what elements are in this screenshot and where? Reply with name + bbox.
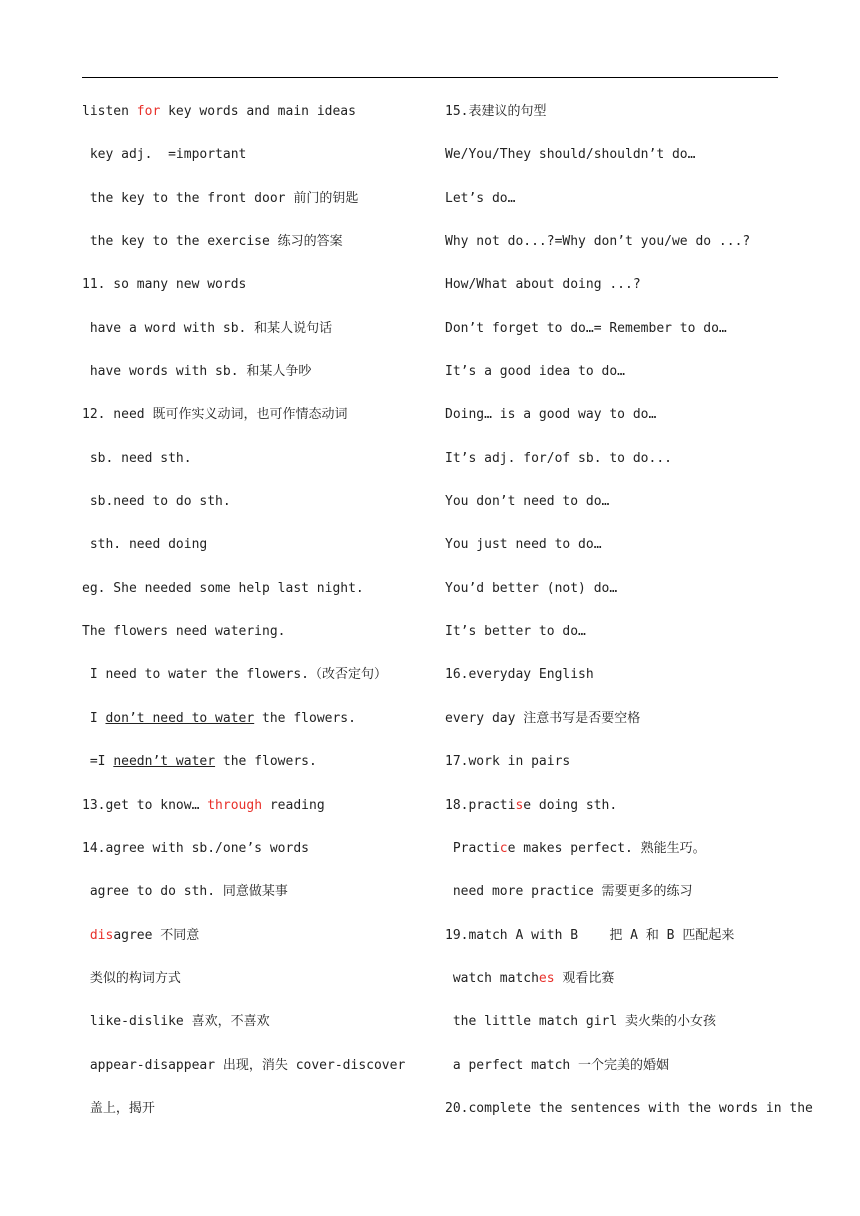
note-text: Doing… is a good way to do… <box>445 407 657 423</box>
note-text: 18.practi <box>445 797 516 813</box>
note-text: 盖上，揭开 <box>82 1100 155 1116</box>
note-line <box>445 439 780 482</box>
note-line <box>82 829 432 872</box>
note-line <box>82 699 432 742</box>
note-text: You just need to do… <box>445 537 602 553</box>
note-text: sb.need to do sth. <box>82 494 231 510</box>
note-text: 11. so many new words <box>82 277 247 293</box>
note-line <box>82 265 432 308</box>
note-line <box>445 222 780 265</box>
note-line <box>445 352 780 395</box>
note-text: sth. need doing <box>82 537 208 553</box>
note-line <box>445 525 780 568</box>
note-line <box>445 655 780 698</box>
note-line <box>82 959 432 1002</box>
note-line <box>82 439 432 482</box>
note-line <box>445 612 780 655</box>
note-text: Let’s do… <box>445 190 516 206</box>
note-text: It’s better to do… <box>445 624 586 640</box>
highlighted-text: dis <box>89 927 114 943</box>
note-line <box>445 959 780 1002</box>
note-line <box>445 916 780 959</box>
note-text: 观看比赛 <box>554 970 615 986</box>
highlighted-text: for <box>136 104 161 119</box>
note-line <box>82 179 432 222</box>
note-text: need more practice 需要更多的练习 <box>445 884 693 900</box>
note-text: It’s adj. for/of sb. to do... <box>445 450 672 466</box>
note-text: the flowers. <box>215 754 317 770</box>
note-text: every day 注意书写是否要空格 <box>445 710 641 726</box>
note-text: How/What about doing ...? <box>445 277 641 293</box>
note-line <box>82 222 432 265</box>
note-line <box>82 1046 432 1089</box>
note-text: like-dislike 喜欢，不喜欢 <box>82 1014 270 1030</box>
note-line <box>82 92 432 135</box>
note-text: I <box>82 710 106 726</box>
note-text: 17.work in pairs <box>445 754 571 770</box>
note-line <box>445 829 780 872</box>
note-text: We/You/They should/shouldn’t do… <box>445 147 696 163</box>
header-rule <box>82 77 778 78</box>
note-text: You don’t need to do… <box>445 494 610 510</box>
note-text: have a word with sb. 和某人说句话 <box>82 320 333 336</box>
note-line <box>82 742 432 785</box>
note-line <box>445 1002 780 1045</box>
underlined-text: don’t need to water <box>105 710 255 726</box>
note-line <box>445 742 780 785</box>
note-line <box>445 786 780 829</box>
note-text: eg. She needed some help last night. <box>82 580 364 596</box>
note-line <box>445 265 780 308</box>
note-text: 类似的构词方式 <box>82 970 181 986</box>
note-line <box>445 699 780 742</box>
note-text: 12. need 既可作实义动词，也可作情态动词 <box>82 407 348 423</box>
note-text: It’s a good idea to do… <box>445 364 626 380</box>
note-text: appear-disappear 出现，消失 cover-discover <box>82 1057 406 1073</box>
note-line <box>82 916 432 959</box>
note-line <box>445 395 780 438</box>
note-line <box>82 655 432 698</box>
note-text: key adj. =important <box>82 147 247 163</box>
note-text: watch match <box>445 970 539 986</box>
note-text: have words with sb. 和某人争吵 <box>82 364 312 380</box>
highlighted-text: through <box>207 797 263 813</box>
note-text: The flowers need watering. <box>82 624 286 640</box>
note-text: the flowers. <box>254 710 356 726</box>
note-line <box>82 786 432 829</box>
highlighted-text: c <box>499 840 508 856</box>
left-column <box>82 92 432 1132</box>
note-line <box>445 179 780 222</box>
note-text: 20.complete the sentences with the words in the <box>445 1100 813 1116</box>
note-text: key words and main ideas <box>160 104 356 119</box>
note-line <box>445 872 780 915</box>
note-text: 15.表建议的句型 <box>445 104 547 119</box>
note-line <box>445 92 780 135</box>
note-line <box>445 1089 813 1132</box>
note-text: 13.get to know… <box>82 797 208 813</box>
note-text <box>82 928 90 943</box>
note-line <box>445 309 780 352</box>
note-text: listen <box>82 104 137 119</box>
right-column <box>445 92 813 1132</box>
note-text: Don’t forget to do…= Remember to do… <box>445 320 727 336</box>
note-text: I need to water the flowers.（改否定句） <box>82 667 387 683</box>
note-text: You’d better (not) do… <box>445 580 618 596</box>
note-line <box>82 309 432 352</box>
highlighted-text: s <box>515 797 524 813</box>
note-text: 19.match A with B 把 A 和 B 匹配起来 <box>445 927 735 943</box>
note-text: reading <box>262 797 325 813</box>
note-text: the little match girl 卖火柴的小女孩 <box>445 1014 717 1030</box>
note-line <box>82 612 432 655</box>
note-line <box>82 135 432 178</box>
note-line <box>82 569 432 612</box>
note-text: =I <box>82 754 114 770</box>
note-line <box>82 525 432 568</box>
note-text: 14.agree with sb./one’s words <box>82 840 309 856</box>
note-text: Why not do...?=Why don’t you/we do ...? <box>445 234 751 250</box>
note-text: the key to the exercise 练习的答案 <box>82 234 343 250</box>
note-line <box>82 1089 432 1132</box>
note-line <box>445 569 780 612</box>
note-line <box>445 1046 780 1089</box>
note-line <box>445 135 780 178</box>
note-line <box>445 482 780 525</box>
note-text: sb. need sth. <box>82 450 192 466</box>
note-text: e makes perfect. 熟能生巧。 <box>507 840 706 856</box>
underlined-text: needn’t water <box>113 754 216 770</box>
note-text: 16.everyday English <box>445 667 594 683</box>
note-line <box>82 395 432 438</box>
note-text: Practi <box>445 840 500 856</box>
note-line <box>82 872 432 915</box>
note-text: a perfect match 一个完美的婚姻 <box>445 1057 670 1073</box>
note-text: the key to the front door 前门的钥匙 <box>82 190 359 206</box>
note-text: agree to do sth. 同意做某事 <box>82 884 288 900</box>
highlighted-text: es <box>538 970 555 986</box>
note-line <box>82 1002 432 1045</box>
note-line <box>82 352 432 395</box>
note-line <box>82 482 432 525</box>
note-text: e doing sth. <box>523 797 618 813</box>
note-text: agree 不同意 <box>113 927 200 943</box>
